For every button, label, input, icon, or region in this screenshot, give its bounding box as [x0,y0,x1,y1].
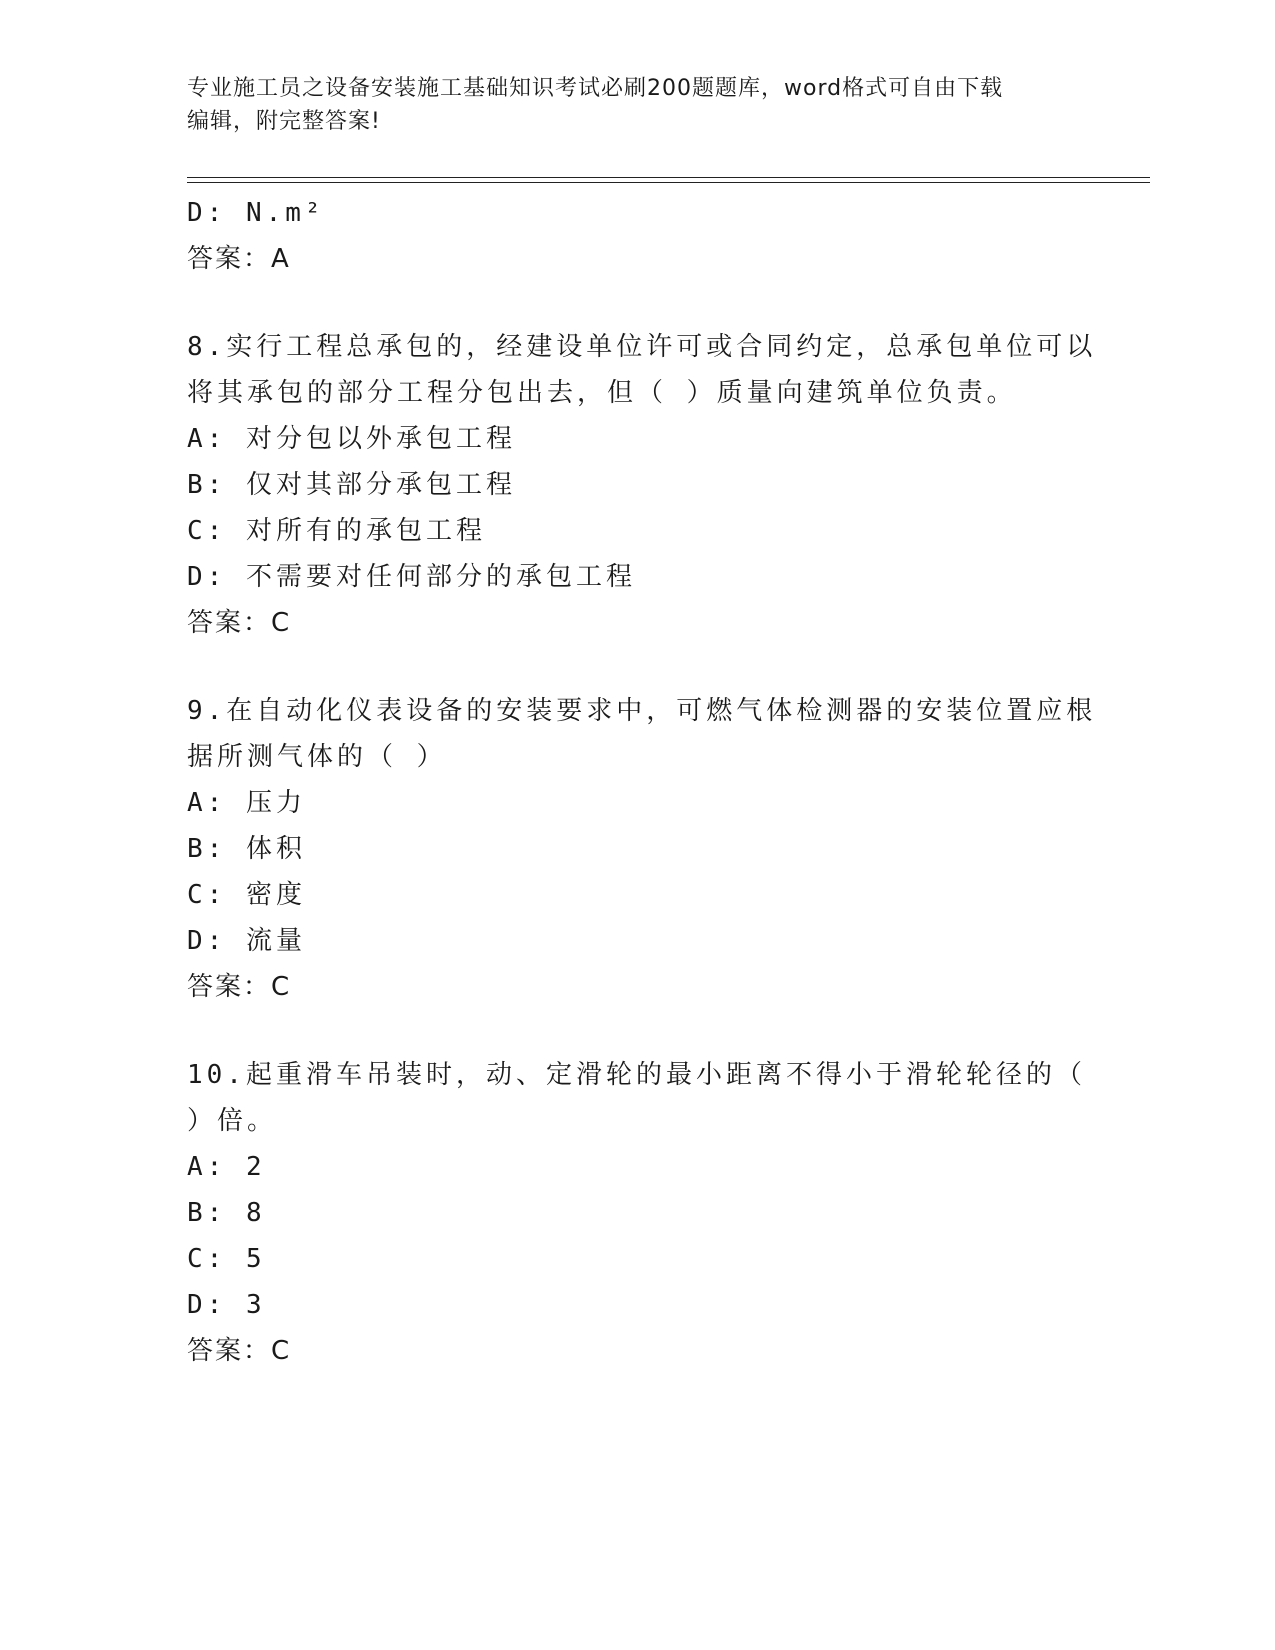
question-9 [187,688,1097,1010]
answer-line: 答案：C [187,972,292,1002]
question-stem-line-1: 9.在自动化仪表设备的安装要求中，可燃气体检测器的安装位置应根 [187,696,1097,726]
header-title-line-2: 编辑，附完整答案! [187,109,381,134]
header-title-line-1: 专业施工员之设备安装施工基础知识考试必刷200题题库，word格式可自由下载 [187,76,1004,101]
question-stem-line-1: 8.实行工程总承包的，经建设单位许可或合同约定，总承包单位可以 [187,332,1097,362]
question-stem-line-2: 将其承包的部分工程分包出去，但（ ）质量向建筑单位负责。 [187,378,1017,408]
question-8 [187,324,1097,646]
option-d: D: 3 [187,1290,266,1320]
document-header [187,72,1067,138]
header-divider-top [187,177,1150,178]
answer-line: 答案：C [187,608,292,638]
question-content [187,190,1097,1374]
spacer [187,646,1087,688]
option-d: D: 流量 [187,926,306,956]
option-a: A: 2 [187,1152,266,1182]
question-stem-line-2: ）倍。 [187,1106,278,1136]
option-c: C: 密度 [187,880,306,910]
answer-line: 答案：C [187,1336,292,1366]
spacer [187,282,1087,324]
option-d: D: N.m² [187,198,325,228]
question-stem-line-1: 10.起重滑车吊装时，动、定滑轮的最小距离不得小于滑轮轮径的（ [187,1060,1086,1090]
option-c: C: 对所有的承包工程 [187,516,486,546]
option-b: B: 体积 [187,834,306,864]
question-10 [187,1052,1087,1374]
spacer [187,1010,1087,1052]
question-stem-line-2: 据所测气体的（ ） [187,742,447,772]
previous-question-tail [187,190,1087,282]
option-a: A: 压力 [187,788,306,818]
option-b: B: 8 [187,1198,266,1228]
option-c: C: 5 [187,1244,266,1274]
option-b: B: 仅对其部分承包工程 [187,470,516,500]
option-d: D: 不需要对任何部分的承包工程 [187,562,636,592]
answer-line: 答案：A [187,244,291,274]
header-divider-bottom [187,182,1150,183]
option-a: A: 对分包以外承包工程 [187,424,516,454]
